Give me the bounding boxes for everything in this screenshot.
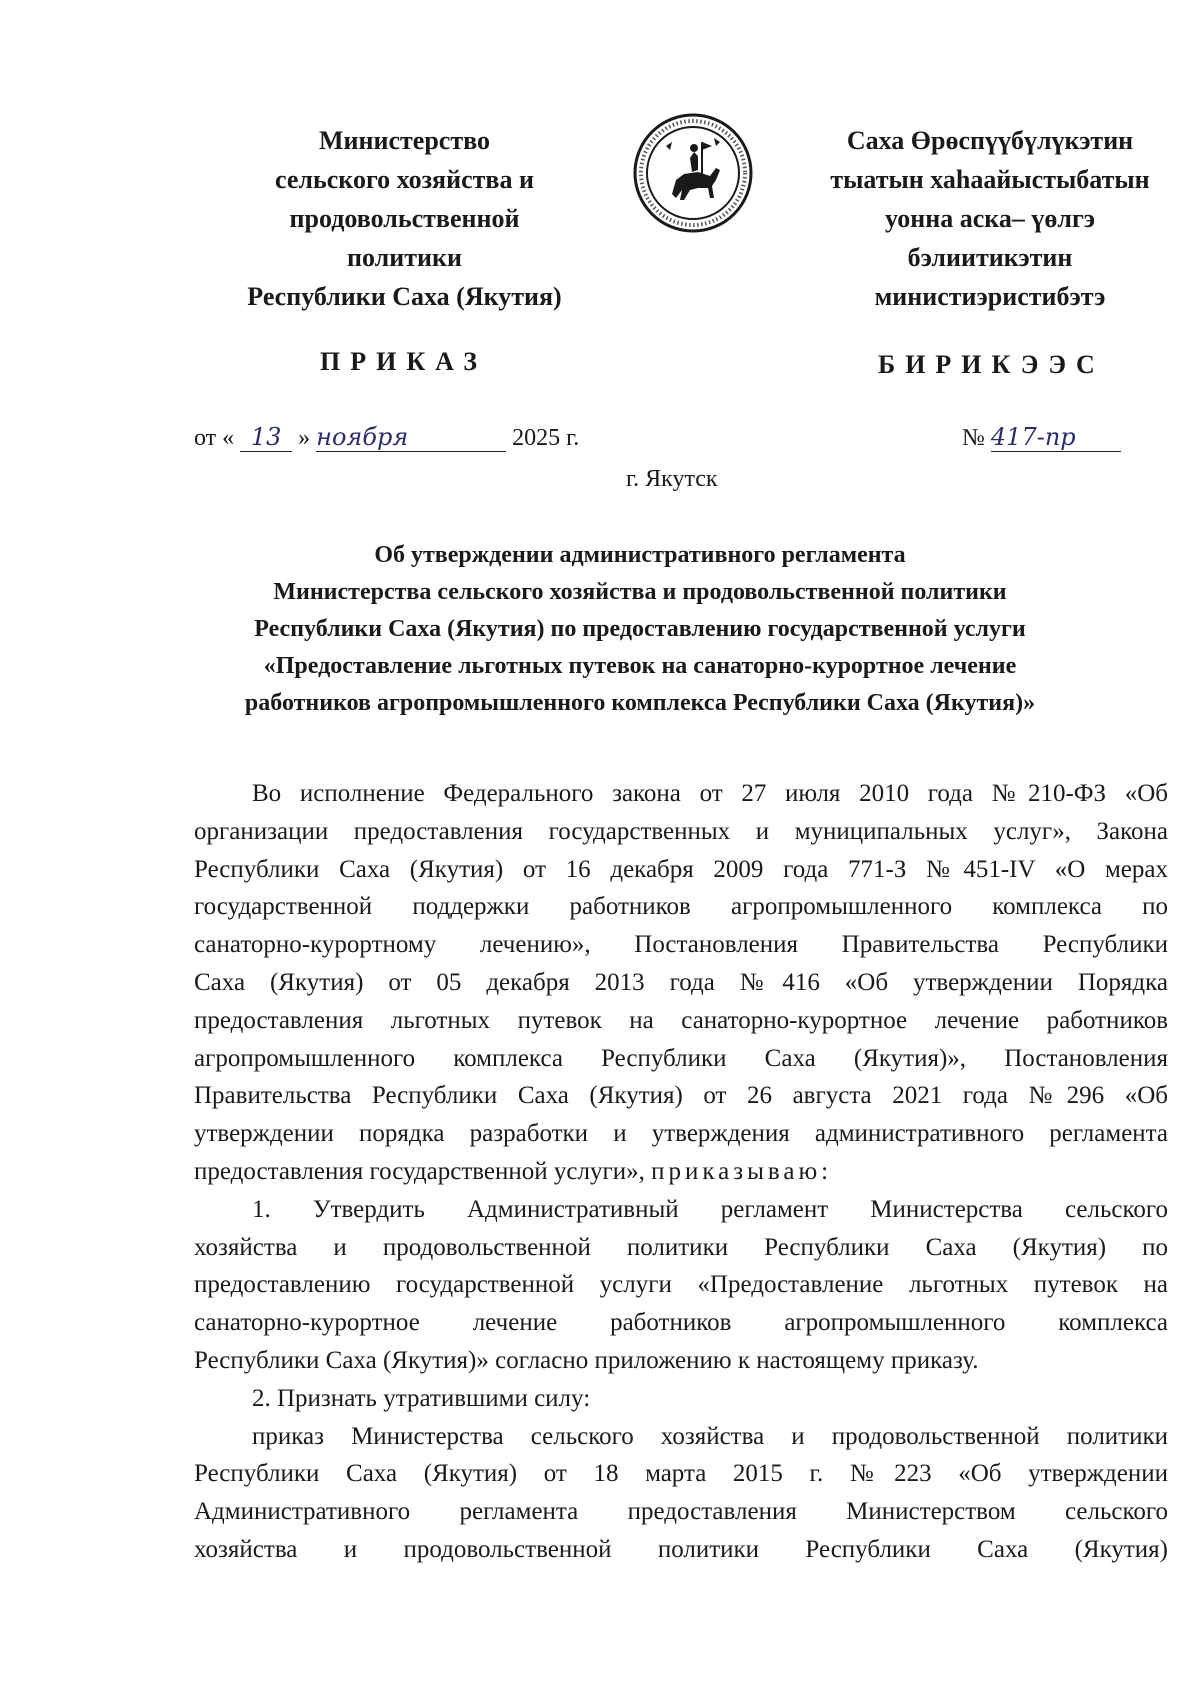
body-line: государственной поддержки работников агропромышленного комплекса по (194, 893, 1168, 921)
date-month: ноября (316, 423, 506, 452)
item-2-heading: 2. Признать утратившими силу: (252, 1384, 591, 1412)
header-sah-line: Саха Өрөспүүбүлүкэтин (846, 126, 1134, 155)
body-line-text: предоставления государственной услуги», (194, 1157, 645, 1185)
header-ru-line: Министерство (319, 126, 490, 155)
title-line: Об утверждении административного регламента (374, 542, 906, 568)
title-line: Министерства сельского хозяйства и продовольственной политики (273, 579, 1007, 605)
body-line (194, 1153, 1168, 1191)
city-label: г. Якутск (626, 466, 718, 492)
header-ru-line: политики (347, 243, 462, 272)
header-ru-line: сельского хозяйства и (275, 165, 534, 194)
item-1-line: предоставлению государственной услуги «Предоставление льготных путевок на (194, 1271, 1168, 1299)
body-line: предоставления льготных путевок на санаторно-курортное лечение работников (194, 1006, 1168, 1034)
date-suffix: 2025 г. (512, 425, 580, 451)
ministry-header-ru (222, 121, 587, 316)
order-verb: приказываю: (651, 1157, 833, 1185)
date-day: 13 (240, 423, 292, 452)
title-line: «Предоставление льготных путевок на санаторно-курортное лечение (263, 653, 1017, 679)
document-title (180, 537, 1100, 722)
item-1-line: хозяйства и продовольственной политики Республики Саха (Якутия) по (194, 1233, 1168, 1261)
item-1-line: 1. Утвердить Административный регламент Министерства сельского (252, 1195, 1168, 1223)
body-line: Саха (Якутия) от 05 декабря 2013 года №416 «Об утверждении Порядка (194, 968, 1168, 996)
body-line: Во исполнение Федерального закона от 27 июля 2010 года №210-ФЗ «Об (252, 780, 1168, 807)
coat-of-arms-emblem-icon (632, 112, 754, 234)
item-2-line: приказ Министерства сельского хозяйства и продовольственной политики (252, 1422, 1168, 1450)
header-sah-line: министиэристибэтэ (874, 282, 1106, 311)
ministry-header-sah (800, 121, 1180, 316)
body-line: организации предоставления государственных и муниципальных услуг», Закона (194, 817, 1168, 845)
header-sah-line: бэлиитикэтин (907, 243, 1073, 272)
body-line: Правительства Республики Саха (Якутия) от 26 августа 2021 года №296 «Об (194, 1082, 1168, 1110)
date-prefix: от « (194, 425, 235, 451)
title-line: Республики Саха (Якутия) по предоставлению государственной услуги (254, 616, 1026, 642)
body-line: агропромышленного комплекса Республики Саха (Якутия)», Постановления (194, 1044, 1168, 1072)
header-ru-line: продовольственной (289, 204, 520, 233)
date-mid: » (298, 425, 311, 451)
order-date (194, 423, 579, 452)
item-1-line: Республики Саха (Якутия)» согласно приложению к настоящему приказу. (194, 1346, 979, 1374)
body-line: Республики Саха (Якутия) от 16 декабря 2009 года 771-З №451-IV «О мерах (194, 855, 1168, 883)
item-2-line: Республики Саха (Якутия) от 18 марта 2015 г. №223 «Об утверждении (194, 1460, 1168, 1488)
order-title-ru: ПРИКАЗ (320, 347, 488, 376)
header-sah-line: тыатын хаһаайыстыбатын (830, 165, 1150, 194)
item-2-line: Административного регламента предоставления Министерством сельского (194, 1498, 1168, 1526)
order-number (962, 423, 1121, 452)
item-1-line: санаторно-курортное лечение работников агропромышленного комплекса (194, 1309, 1168, 1337)
body-line: санаторно-курортному лечению», Постановления Правительства Республики (194, 931, 1168, 959)
header-ru-line: Республики Саха (Якутия) (247, 282, 562, 311)
body-line: утверждении порядка разработки и утверждения административного регламента (194, 1120, 1168, 1148)
item-2-line: хозяйства и продовольственной политики Республики Саха (Якутия) (194, 1535, 1168, 1563)
document-body (194, 775, 1168, 1569)
order-title-sah: БИРИКЭЭС (878, 350, 1105, 379)
header-sah-line: уонна аска– үөлгэ (884, 204, 1096, 233)
title-line: работников агропромышленного комплекса Республики Саха (Якутия)» (244, 690, 1036, 716)
number-prefix: № (962, 425, 985, 451)
number-value: 417-пр (991, 423, 1121, 452)
